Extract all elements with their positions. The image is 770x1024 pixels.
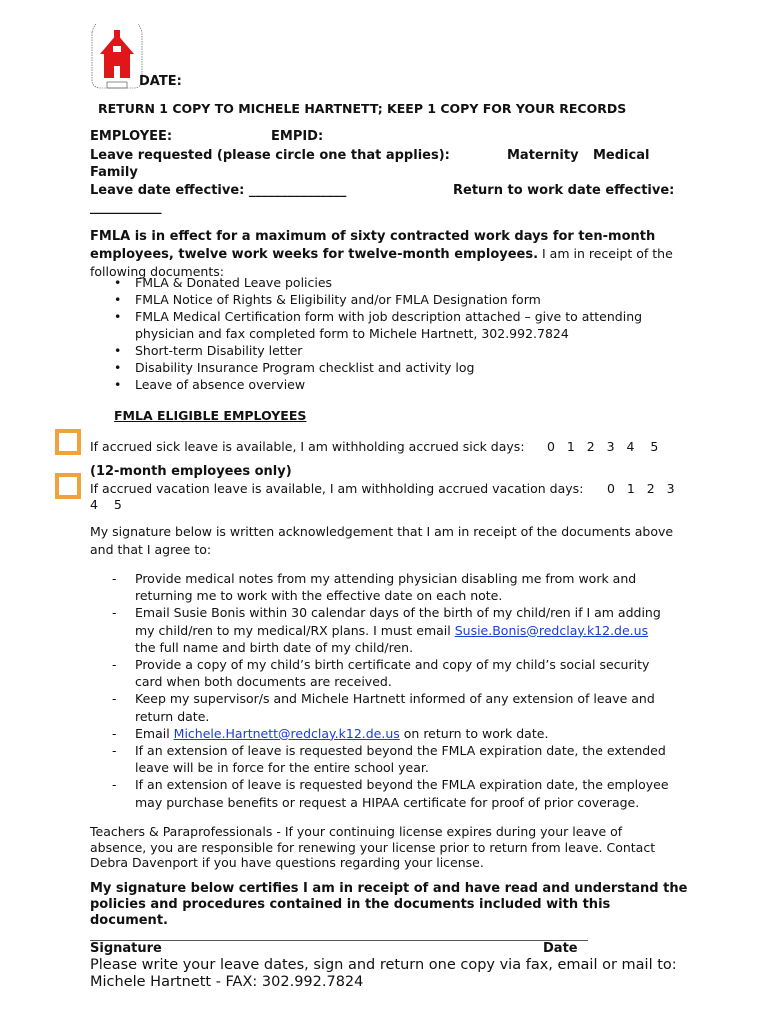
return-instruction: RETURN 1 COPY TO MICHELE HARTNETT; KEEP 1 COPY FOR YOUR RECORDS [98,101,627,116]
list-item-text: on return to work date. [399,725,549,741]
document-list [90,274,690,393]
agreement-list [90,570,690,811]
leave-requested-label: Leave requested (please circle one that applies): [90,148,450,163]
teachers-note: Teachers & Paraprofessionals - If your continuing license expires during your leave of absence, you are responsible for renewing your license prior to return from leave. Contact Debra Davenport if you have questions regarding your license. [90,824,656,870]
list-item-text: Email [135,725,174,741]
leave-date-label: Leave date effective: _______________ [90,183,347,198]
fmla-intro [90,227,680,280]
footer-instructions [90,957,677,991]
footer-line-2: Michele Hartnett - FAX: 302.992.7824 [90,974,364,990]
certification-statement: My signature below certifies I am in receipt of and have read and understand the policies and procedures contained in the documents included with this document. [90,881,688,928]
return-date-blank: ___________ [90,200,162,215]
list-item: • Short-term Disability letter [90,342,690,359]
list-item: - Provide medical notes from my attending physician disabling me from work and returning me to work with the effective date on each note. [90,570,645,604]
list-item: • Disability Insurance Program checklist and activity log [90,359,690,376]
michele-hartnett-email-link[interactable]: Michele.Hartnett@redclay.k12.de.us [173,725,400,741]
vacation-days-options[interactable]: 0 1 2 3 [607,481,675,496]
list-item: - Keep my supervisor/s and Michele Hartnett informed of any extension of leave and return date. [90,690,665,724]
list-item [90,604,670,656]
sick-leave-checkbox[interactable] [56,430,80,454]
leave-option-medical[interactable]: Medical [593,148,650,163]
signature-line[interactable] [90,940,588,941]
employee-label: EMPLOYEE: [90,129,173,144]
fmla-intro-bold: FMLA is in effect for a maximum of sixty contracted work days for ten-month employees, twelve work weeks for twelve-month employees. [90,229,656,262]
susie-bonis-email-link[interactable]: Susie.Bonis@redclay.k12.de.us [454,622,649,638]
list-item: • FMLA & Donated Leave policies [90,274,690,291]
footer-line-1: Please write your leave dates, sign and return one copy via fax, email or mail to: [90,957,677,973]
return-date-label: Return to work date effective: [453,183,675,198]
vacation-leave-text: If accrued vacation leave is available, I am withholding accrued vacation days: [90,481,584,496]
list-item: - If an extension of leave is requested beyond the FMLA expiration date, the extended leave will be in force for the entire school year. [90,742,675,776]
list-item [90,725,690,742]
list-item: • FMLA Notice of Rights & Eligibility and/or FMLA Designation form [90,291,690,308]
date-line-label: Date [543,941,578,956]
vacation-leave-checkbox[interactable] [56,474,80,498]
fmla-receipt-text: I am in receipt of the following documents: [90,246,673,279]
date-label: DATE: [139,74,182,89]
list-item: • Leave of absence overview [90,376,690,393]
twelve-month-label: (12-month employees only) [90,464,292,479]
acknowledgement-intro: My signature below is written acknowledgement that I am in receipt of the documents above and that I agree to: [90,524,674,557]
vacation-days-options-continued[interactable]: 4 5 [90,497,122,512]
list-item-text: the full name and birth date of my child/ren. [135,639,414,655]
list-item: - Provide a copy of my child’s birth certificate and copy of my child’s social security card when both documents are received. [90,656,660,690]
list-item-text: Email Susie Bonis within 30 calendar days of the birth of my child/ren if I am adding my child/ren to my medical/RX plans. I must email [135,605,661,638]
leave-option-maternity[interactable]: Maternity [507,148,579,163]
list-item: • FMLA Medical Certification form with job description attached – give to attending physician and fax completed form to Michele Hartnett, 302.992.7824 [90,308,655,342]
sick-leave-text: If accrued sick leave is available, I am withholding accrued sick days: [90,439,525,454]
empid-label: EMPID: [271,129,324,144]
signature-label: Signature [90,941,162,956]
sick-days-options[interactable]: 0 1 2 3 4 5 [547,439,659,454]
leave-option-family[interactable]: Family [90,165,138,180]
eligible-heading: FMLA ELIGIBLE EMPLOYEES [114,408,307,423]
list-item: - If an extension of leave is requested beyond the FMLA expiration date, the employee may purchase benefits or request a HIPAA certificate for proof of prior coverage. [90,776,675,810]
